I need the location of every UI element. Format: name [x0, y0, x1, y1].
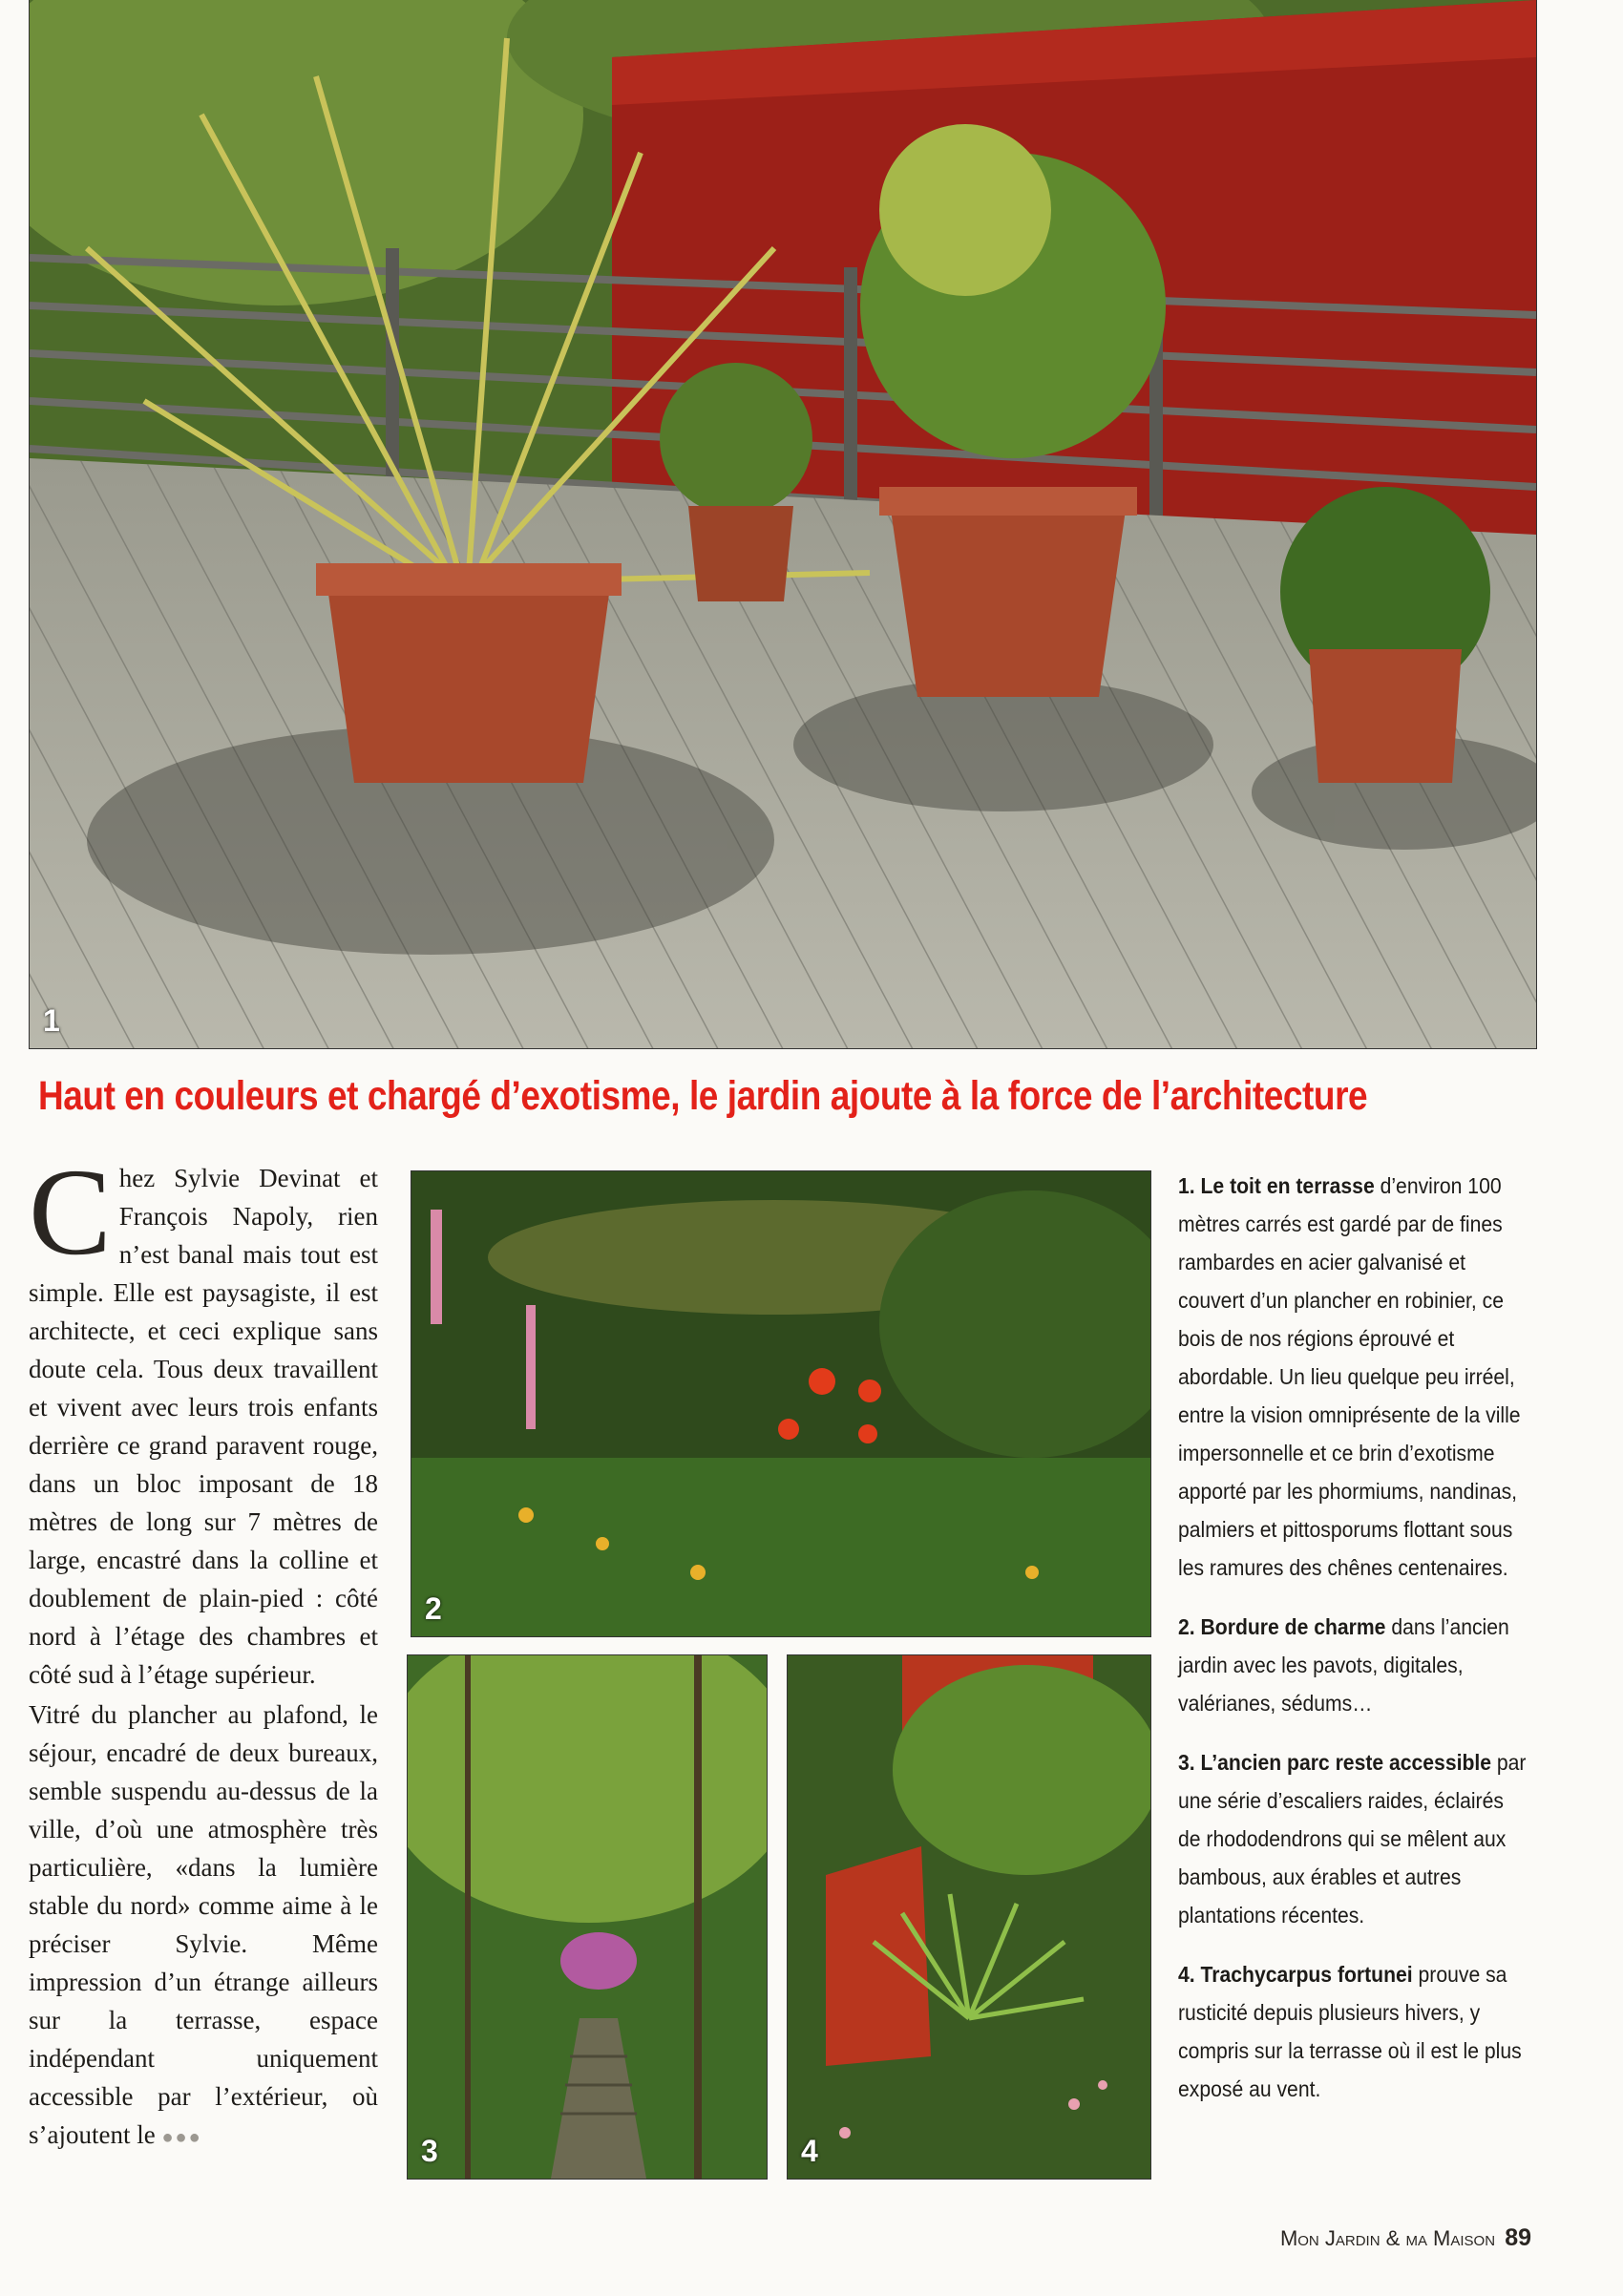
photo-park-path	[407, 1654, 768, 2180]
caption-4-title: 4. Trachycarpus fortunei	[1178, 1962, 1413, 1987]
page-footer	[1280, 2224, 1531, 2252]
article-paragraph-2	[29, 1696, 378, 2157]
caption-4	[1178, 1955, 1531, 2108]
park-path-illustration	[408, 1655, 767, 2179]
caption-4-text: prouve sa rusticité depuis plusieurs hivers, y compris sur la terrasse où il est le plus exposé au vent.	[1178, 1962, 1522, 2101]
photo-flower-border	[411, 1170, 1151, 1637]
caption-3-text: par une série d’escaliers raides, éclairés de rhododendrons qui se mêlent aux bambous, aux érables et autres plantations récentes.	[1178, 1750, 1527, 1927]
photo-terrace	[29, 0, 1537, 1049]
article-paragraph-1-text: hez Sylvie Devinat et François Napoly, rien n’est banal mais tout est simple. Elle est paysagiste, il est architecte, et ceci explique sans doute cela. Tous deux travaillent et vivent avec leurs trois enfants derrière ce grand paravent rouge, dans un bloc imposant de 18 mètres de long sur 7 mètres de large, encastré dans la colline et doublement de plain-pied : côté nord à l’étage des chambres et côté sud à l’étage supérieur.	[29, 1164, 378, 1689]
caption-2	[1178, 1608, 1531, 1722]
caption-1-text: d’environ 100 mètres carrés est gardé par de fines rambardes en acier galvanisé et couvert d’un plancher en robinier, ce bois de nos régions éprouvé et abordable. Un lieu quelque peu irréel, entre la vision omniprésente de la ville impersonnelle et ce brin d’exotisme apporté par les phormiums, nandinas, palmiers et pittosporums flottant sous les ramures des chênes centenaires.	[1178, 1173, 1521, 1580]
photo-number-3: 3	[421, 2134, 438, 2168]
caption-2-title: 2. Bordure de charme	[1178, 1614, 1386, 1639]
magazine-name: Mon Jardin & ma Maison	[1279, 2226, 1496, 2250]
caption-2-text: dans l’ancien jardin avec les pavots, digitales, valérianes, sédums…	[1178, 1614, 1509, 1716]
caption-1	[1178, 1167, 1531, 1587]
drop-cap: C	[29, 1144, 112, 1281]
headline: Haut en couleurs et chargé d’exotisme, le jardin ajoute à la force de l’architecture	[38, 1073, 1368, 1119]
photo-palm	[787, 1654, 1151, 2180]
article-body	[29, 1144, 378, 2159]
photo-number-1: 1	[43, 1003, 60, 1038]
caption-1-title: 1. Le toit en terrasse	[1178, 1173, 1375, 1198]
caption-3	[1178, 1743, 1531, 1934]
article-paragraph-2-text: Vitré du plancher au plafond, le séjour, encadré de deux bureaux, semble suspendu au-dessus de la ville, d’où une atmosphère très particulière, «dans la lumière stable du nord» comme aime à le préciser Sylvie. Même impression d’un étrange ailleurs sur la terrasse, espace indépendant uniquement accessible par l’extérieur, où s’ajoutent le	[29, 1700, 378, 2149]
photo-number-4: 4	[801, 2134, 818, 2168]
article-paragraph-1	[29, 1144, 378, 1694]
flower-border-illustration	[411, 1171, 1150, 1636]
terrace-illustration	[30, 0, 1536, 1048]
captions	[1178, 1167, 1531, 2129]
continue-marker: ●●●	[161, 2127, 202, 2148]
palm-illustration	[788, 1655, 1150, 2179]
page-number: 89	[1505, 2224, 1531, 2251]
photo-number-2: 2	[425, 1591, 442, 1626]
caption-3-title: 3. L’ancien parc reste accessible	[1178, 1750, 1492, 1775]
